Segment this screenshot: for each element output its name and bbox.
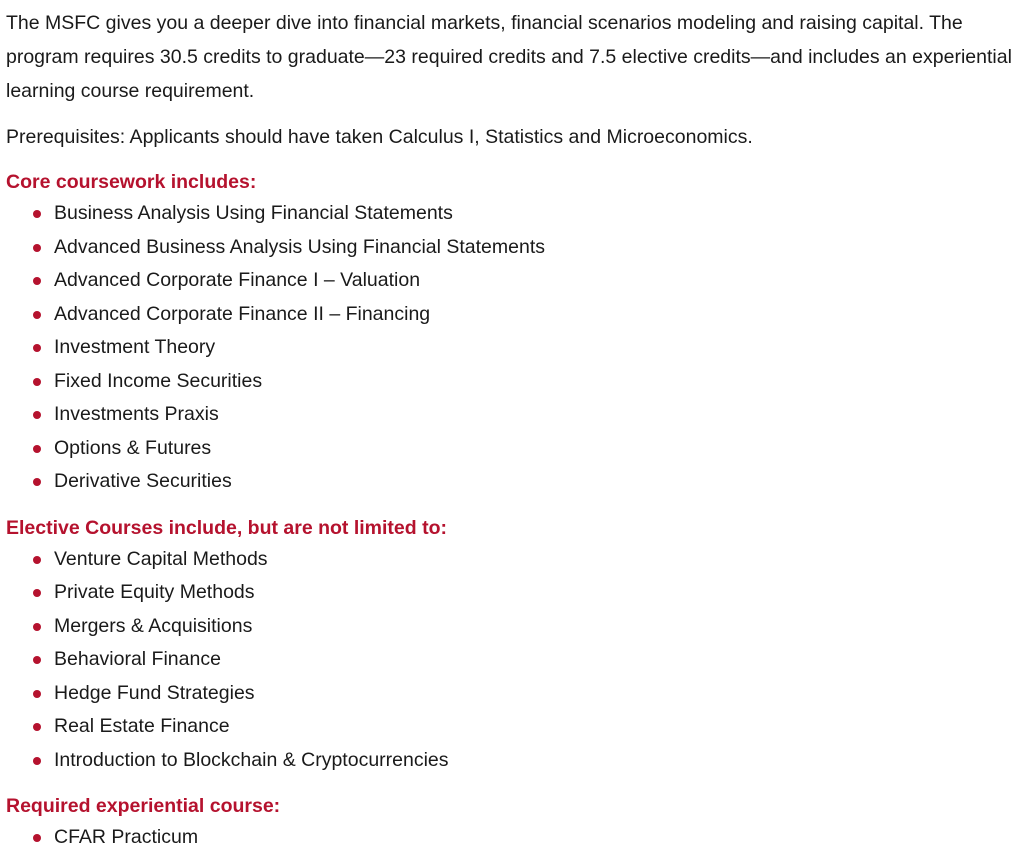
list-item bbox=[32, 231, 1020, 265]
course-title: Mergers & Acquisitions bbox=[54, 614, 253, 637]
list-item bbox=[32, 365, 1020, 399]
course-title: Advanced Corporate Finance I – Valuation bbox=[54, 269, 421, 291]
elective-course-list bbox=[6, 543, 1020, 778]
bullet-icon bbox=[33, 556, 41, 564]
bullet-icon bbox=[33, 589, 41, 597]
bullet-icon bbox=[33, 210, 41, 218]
list-item bbox=[32, 331, 1020, 365]
list-item bbox=[32, 643, 1020, 677]
list-item bbox=[32, 465, 1020, 499]
list-item bbox=[32, 432, 1020, 466]
bullet-icon bbox=[33, 344, 41, 352]
course-title: Behavioral Finance bbox=[54, 648, 221, 670]
course-title: Investments Praxis bbox=[54, 403, 219, 425]
experiential-course-list bbox=[6, 821, 1020, 855]
course-title: Derivative Securities bbox=[54, 470, 232, 492]
bullet-icon bbox=[33, 723, 41, 731]
bullet-icon bbox=[33, 623, 41, 631]
bullet-icon bbox=[33, 311, 41, 319]
course-title: Introduction to Blockchain & Cryptocurrencies bbox=[54, 748, 449, 771]
course-title: Fixed Income Securities bbox=[54, 369, 263, 392]
intro-paragraph: The MSFC gives you a deeper dive into financial markets, financial scenarios modeling and raising capital. The program requires 30.5 credits to graduate—23 required credits and 7.5 elective credits—and includes an experiential learning course requirement. bbox=[6, 12, 1012, 102]
bullet-icon bbox=[33, 445, 41, 453]
course-title: Investment Theory bbox=[54, 336, 216, 358]
core-course-list bbox=[6, 197, 1020, 499]
list-item bbox=[32, 543, 1020, 577]
course-title: Advanced Corporate Finance II – Financing bbox=[54, 302, 431, 325]
list-item bbox=[32, 576, 1020, 610]
course-title: Real Estate Finance bbox=[54, 715, 230, 737]
bullet-icon bbox=[33, 690, 41, 698]
course-title: CFAR Practicum bbox=[54, 826, 199, 848]
list-item bbox=[32, 264, 1020, 298]
prerequisites-paragraph: Prerequisites: Applicants should have taken Calculus I, Statistics and Microeconomics. bbox=[6, 126, 753, 148]
bullet-icon bbox=[33, 411, 41, 419]
bullet-icon bbox=[33, 757, 41, 765]
list-item bbox=[32, 298, 1020, 332]
list-item bbox=[32, 821, 1020, 855]
bullet-icon bbox=[33, 378, 41, 386]
course-title: Advanced Business Analysis Using Financial Statements bbox=[54, 235, 546, 258]
list-item bbox=[32, 677, 1020, 711]
elective-courses-heading: Elective Courses include, but are not limited to: bbox=[6, 516, 447, 539]
bullet-icon bbox=[33, 656, 41, 664]
course-title: Hedge Fund Strategies bbox=[54, 681, 255, 704]
course-title: Business Analysis Using Financial Statements bbox=[54, 202, 453, 224]
core-coursework-heading: Core coursework includes: bbox=[6, 171, 257, 193]
course-title: Options & Futures bbox=[54, 436, 212, 459]
list-item bbox=[32, 744, 1020, 778]
experiential-course-heading: Required experiential course: bbox=[6, 795, 281, 817]
list-item bbox=[32, 197, 1020, 231]
bullet-icon bbox=[33, 478, 41, 486]
bullet-icon bbox=[33, 277, 41, 285]
bullet-icon bbox=[33, 244, 41, 252]
course-title: Private Equity Methods bbox=[54, 581, 255, 603]
bullet-icon bbox=[33, 834, 41, 842]
list-item bbox=[32, 610, 1020, 644]
course-title: Venture Capital Methods bbox=[54, 547, 268, 570]
list-item bbox=[32, 398, 1020, 432]
list-item bbox=[32, 710, 1020, 744]
